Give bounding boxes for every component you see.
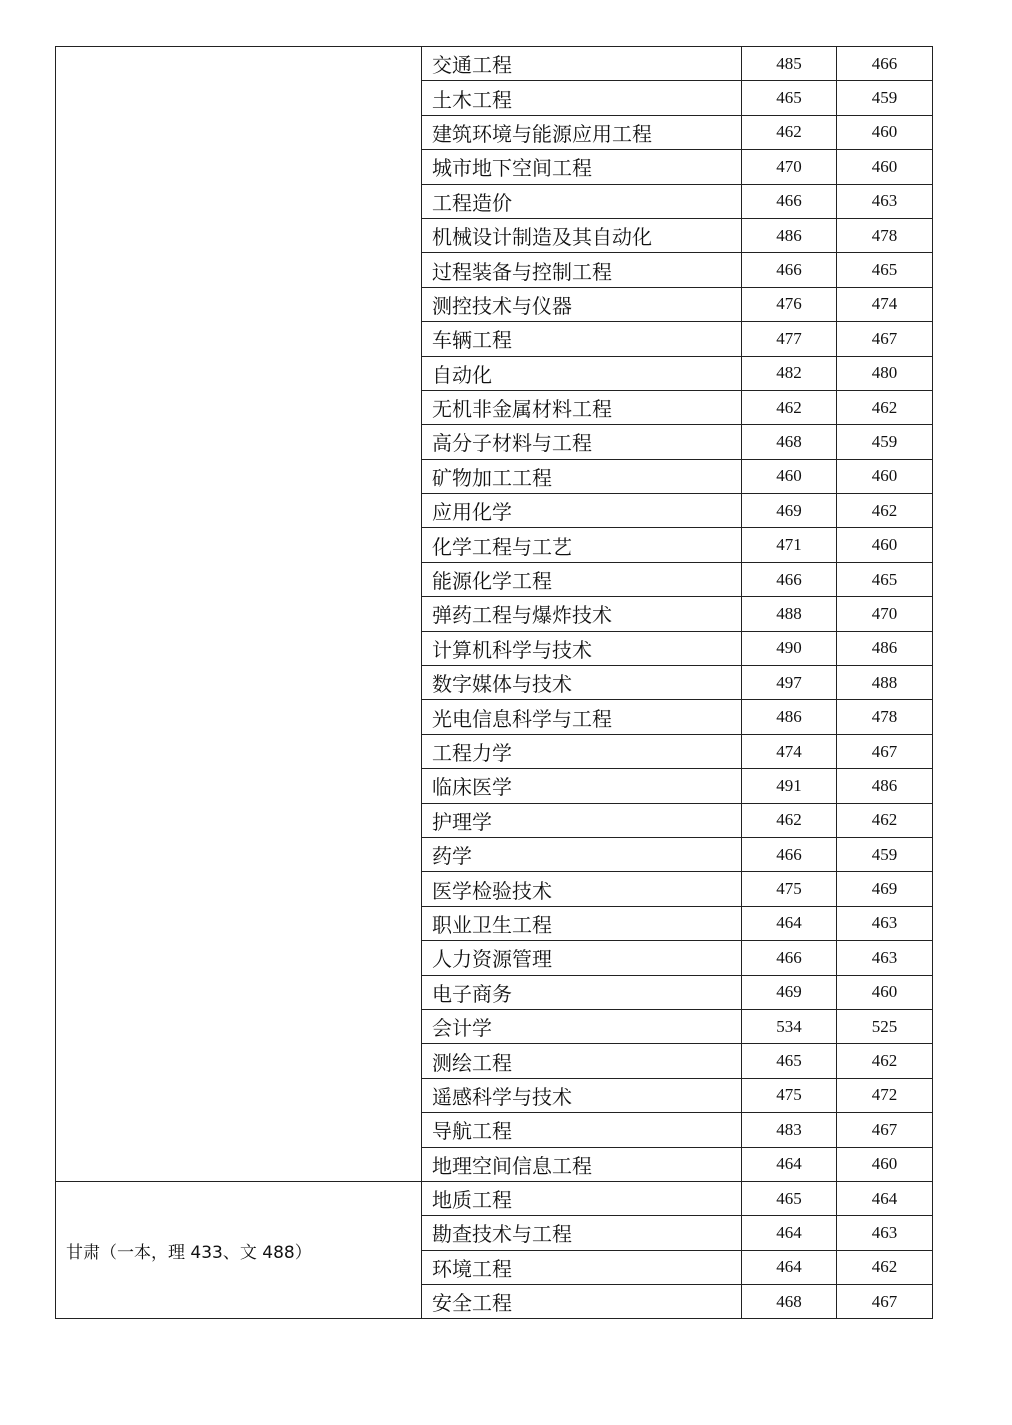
major-name-cell: 遥感科学与技术 — [422, 1078, 742, 1112]
lowest-score-cell: 470 — [837, 597, 933, 631]
major-name-cell: 土木工程 — [422, 81, 742, 115]
major-name-cell: 工程力学 — [422, 734, 742, 768]
lowest-score-cell: 463 — [837, 906, 933, 940]
major-name-cell: 导航工程 — [422, 1113, 742, 1147]
lowest-score-cell: 525 — [837, 1009, 933, 1043]
major-name-cell: 应用化学 — [422, 494, 742, 528]
highest-score-cell: 470 — [742, 150, 837, 184]
major-name-cell: 化学工程与工艺 — [422, 528, 742, 562]
lowest-score-cell: 463 — [837, 941, 933, 975]
major-name-cell: 电子商务 — [422, 975, 742, 1009]
table-row — [56, 1181, 933, 1215]
major-name-cell: 高分子材料与工程 — [422, 425, 742, 459]
highest-score-cell: 486 — [742, 218, 837, 252]
lowest-score-cell: 463 — [837, 184, 933, 218]
lowest-score-cell: 460 — [837, 459, 933, 493]
highest-score-cell: 462 — [742, 390, 837, 424]
lowest-score-cell: 464 — [837, 1181, 933, 1215]
highest-score-cell: 477 — [742, 322, 837, 356]
highest-score-cell: 466 — [742, 941, 837, 975]
lowest-score-cell: 486 — [837, 769, 933, 803]
highest-score-cell: 464 — [742, 1250, 837, 1284]
lowest-score-cell: 459 — [837, 425, 933, 459]
lowest-score-cell: 463 — [837, 1216, 933, 1250]
major-name-cell: 护理学 — [422, 803, 742, 837]
major-name-cell: 测控技术与仪器 — [422, 287, 742, 321]
lowest-score-cell: 478 — [837, 218, 933, 252]
major-name-cell: 自动化 — [422, 356, 742, 390]
lowest-score-cell: 467 — [837, 322, 933, 356]
lowest-score-cell: 462 — [837, 390, 933, 424]
major-name-cell: 环境工程 — [422, 1250, 742, 1284]
lowest-score-cell: 467 — [837, 1113, 933, 1147]
highest-score-cell: 497 — [742, 666, 837, 700]
highest-score-cell: 469 — [742, 975, 837, 1009]
major-name-cell: 计算机科学与技术 — [422, 631, 742, 665]
lowest-score-cell: 467 — [837, 1285, 933, 1319]
major-name-cell: 工程造价 — [422, 184, 742, 218]
highest-score-cell: 468 — [742, 425, 837, 459]
highest-score-cell: 468 — [742, 1285, 837, 1319]
highest-score-cell: 465 — [742, 1181, 837, 1215]
lowest-score-cell: 462 — [837, 1250, 933, 1284]
highest-score-cell: 485 — [742, 47, 837, 81]
highest-score-cell: 476 — [742, 287, 837, 321]
lowest-score-cell: 478 — [837, 700, 933, 734]
highest-score-cell: 462 — [742, 803, 837, 837]
highest-score-cell: 466 — [742, 837, 837, 871]
table-row — [56, 47, 933, 81]
major-name-cell: 安全工程 — [422, 1285, 742, 1319]
highest-score-cell: 486 — [742, 700, 837, 734]
highest-score-cell: 469 — [742, 494, 837, 528]
major-name-cell: 职业卫生工程 — [422, 906, 742, 940]
lowest-score-cell: 459 — [837, 837, 933, 871]
highest-score-cell: 460 — [742, 459, 837, 493]
score-table-body — [56, 47, 933, 1319]
major-name-cell: 临床医学 — [422, 769, 742, 803]
lowest-score-cell: 486 — [837, 631, 933, 665]
major-name-cell: 地理空间信息工程 — [422, 1147, 742, 1181]
highest-score-cell: 465 — [742, 81, 837, 115]
highest-score-cell: 475 — [742, 1078, 837, 1112]
lowest-score-cell: 462 — [837, 1044, 933, 1078]
major-name-cell: 数字媒体与技术 — [422, 666, 742, 700]
highest-score-cell: 483 — [742, 1113, 837, 1147]
major-name-cell: 城市地下空间工程 — [422, 150, 742, 184]
major-name-cell: 过程装备与控制工程 — [422, 253, 742, 287]
lowest-score-cell: 465 — [837, 253, 933, 287]
lowest-score-cell: 480 — [837, 356, 933, 390]
lowest-score-cell: 469 — [837, 872, 933, 906]
major-name-cell: 药学 — [422, 837, 742, 871]
lowest-score-cell: 474 — [837, 287, 933, 321]
lowest-score-cell: 466 — [837, 47, 933, 81]
major-name-cell: 矿物加工工程 — [422, 459, 742, 493]
lowest-score-cell: 460 — [837, 528, 933, 562]
highest-score-cell: 488 — [742, 597, 837, 631]
major-name-cell: 地质工程 — [422, 1181, 742, 1215]
highest-score-cell: 464 — [742, 906, 837, 940]
lowest-score-cell: 462 — [837, 803, 933, 837]
major-name-cell: 弹药工程与爆炸技术 — [422, 597, 742, 631]
lowest-score-cell: 460 — [837, 150, 933, 184]
major-name-cell: 车辆工程 — [422, 322, 742, 356]
major-name-cell: 无机非金属材料工程 — [422, 390, 742, 424]
major-name-cell: 勘查技术与工程 — [422, 1216, 742, 1250]
highest-score-cell: 466 — [742, 253, 837, 287]
major-name-cell: 人力资源管理 — [422, 941, 742, 975]
major-name-cell: 建筑环境与能源应用工程 — [422, 115, 742, 149]
highest-score-cell: 475 — [742, 872, 837, 906]
lowest-score-cell: 460 — [837, 115, 933, 149]
admission-score-table — [55, 46, 933, 1319]
lowest-score-cell: 462 — [837, 494, 933, 528]
region-cell: 甘肃（一本，理 433、文 488） — [56, 1181, 422, 1319]
highest-score-cell: 534 — [742, 1009, 837, 1043]
lowest-score-cell: 472 — [837, 1078, 933, 1112]
major-name-cell: 光电信息科学与工程 — [422, 700, 742, 734]
highest-score-cell: 465 — [742, 1044, 837, 1078]
lowest-score-cell: 488 — [837, 666, 933, 700]
highest-score-cell: 482 — [742, 356, 837, 390]
major-name-cell: 会计学 — [422, 1009, 742, 1043]
highest-score-cell: 471 — [742, 528, 837, 562]
highest-score-cell: 466 — [742, 184, 837, 218]
major-name-cell: 交通工程 — [422, 47, 742, 81]
lowest-score-cell: 465 — [837, 562, 933, 596]
lowest-score-cell: 460 — [837, 1147, 933, 1181]
major-name-cell: 机械设计制造及其自动化 — [422, 218, 742, 252]
lowest-score-cell: 459 — [837, 81, 933, 115]
highest-score-cell: 474 — [742, 734, 837, 768]
highest-score-cell: 464 — [742, 1216, 837, 1250]
lowest-score-cell: 467 — [837, 734, 933, 768]
lowest-score-cell: 460 — [837, 975, 933, 1009]
highest-score-cell: 464 — [742, 1147, 837, 1181]
major-name-cell: 测绘工程 — [422, 1044, 742, 1078]
highest-score-cell: 462 — [742, 115, 837, 149]
major-name-cell: 医学检验技术 — [422, 872, 742, 906]
region-cell — [56, 47, 422, 1182]
highest-score-cell: 490 — [742, 631, 837, 665]
highest-score-cell: 466 — [742, 562, 837, 596]
major-name-cell: 能源化学工程 — [422, 562, 742, 596]
highest-score-cell: 491 — [742, 769, 837, 803]
